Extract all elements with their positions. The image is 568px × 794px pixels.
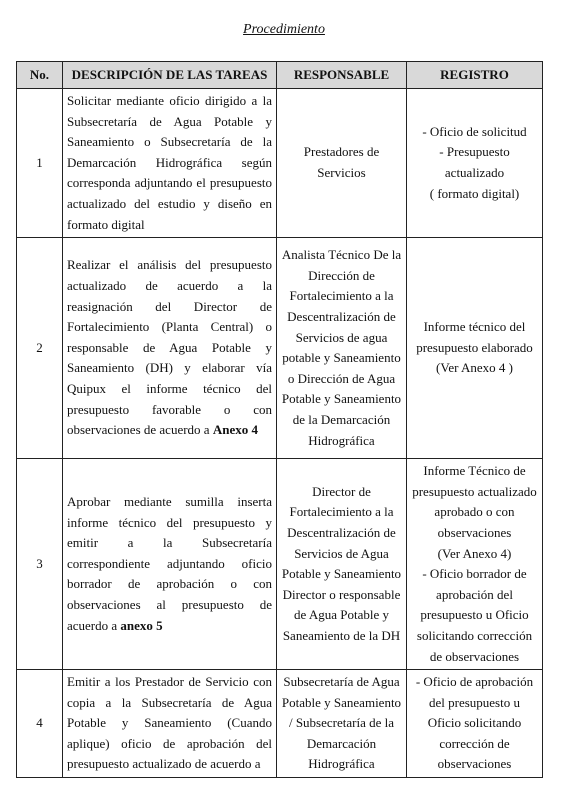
table-row (17, 238, 543, 459)
row-number: 2 (17, 238, 63, 459)
task-description (63, 459, 277, 670)
table-row (17, 89, 543, 238)
annex-reference: anexo 5 (120, 617, 163, 633)
row-number: 3 (17, 459, 63, 670)
record: Informe Técnico de presupuesto actualizado aprobado o con observaciones (Ver Anexo 4) - Oficio borrador de aprobación del presupuesto u Oficio solicitando corrección de observaciones (407, 459, 543, 670)
task-description-text: Realizar el análisis del presupuesto actualizado de acuerdo a la reasignación del Director de Fortalecimiento (Planta Central) o responsable de Agua Potable y Saneamiento (DH) y elaborar vía Quipux el informe técnico del presupuesto favorable o con observaciones de acuerdo a (67, 257, 272, 438)
task-description: Solicitar mediante oficio dirigido a la Subsecretaría de Agua Potable y Saneamiento o Subsecretaría de la Demarcación Hidrográfica según corresponda adjuntando el presupuesto actualizado del estudio y diseño en formato digital (63, 89, 277, 238)
responsible: Director de Fortalecimiento a la Descentralización de Servicios de Agua Potable y Saneamiento Director o responsable de Agua Potable y Saneamiento de la DH (277, 459, 407, 670)
task-description: Emitir a los Prestador de Servicio con copia a la Subsecretaría de Agua Potable y Saneamiento (Cuando aplique) oficio de aprobación del presupuesto actualizado de acuerdo a (63, 670, 277, 778)
row-number: 1 (17, 89, 63, 238)
responsible: Prestadores de Servicios (277, 89, 407, 238)
table-row (17, 670, 543, 778)
record: Informe técnico del presupuesto elaborado (Ver Anexo 4 ) (407, 238, 543, 459)
task-description (63, 238, 277, 459)
table-header-row (17, 62, 543, 89)
annex-reference: Anexo 4 (212, 422, 258, 438)
header-description: DESCRIPCIÓN DE LAS TAREAS (63, 62, 277, 89)
header-no: No. (17, 62, 63, 89)
task-description-text: Aprobar mediante sumilla inserta informe técnico del presupuesto y emitir a la Subsecretaría correspondiente adjuntando oficio borrador de aprobación o con observaciones al presupuesto de acuerdo a (67, 494, 272, 633)
responsible: Analista Técnico De la Dirección de Fortalecimiento a la Descentralización de Servicios de agua potable y Saneamiento o Dirección de Agua Potable y Saneamiento de la Demarcación Hidrográfica (277, 238, 407, 459)
table-row (17, 459, 543, 670)
page-title: Procedimiento (243, 22, 325, 37)
procedure-table (16, 61, 543, 778)
header-responsible: RESPONSABLE (277, 62, 407, 89)
record: - Oficio de solicitud - Presupuesto actualizado ( formato digital) (407, 89, 543, 238)
row-number: 4 (17, 670, 63, 778)
record: - Oficio de aprobación del presupuesto u Oficio solicitando corrección de observaciones (407, 670, 543, 778)
responsible: Subsecretaría de Agua Potable y Saneamiento / Subsecretaría de la Demarcación Hidrográfica (277, 670, 407, 778)
header-record: REGISTRO (407, 62, 543, 89)
